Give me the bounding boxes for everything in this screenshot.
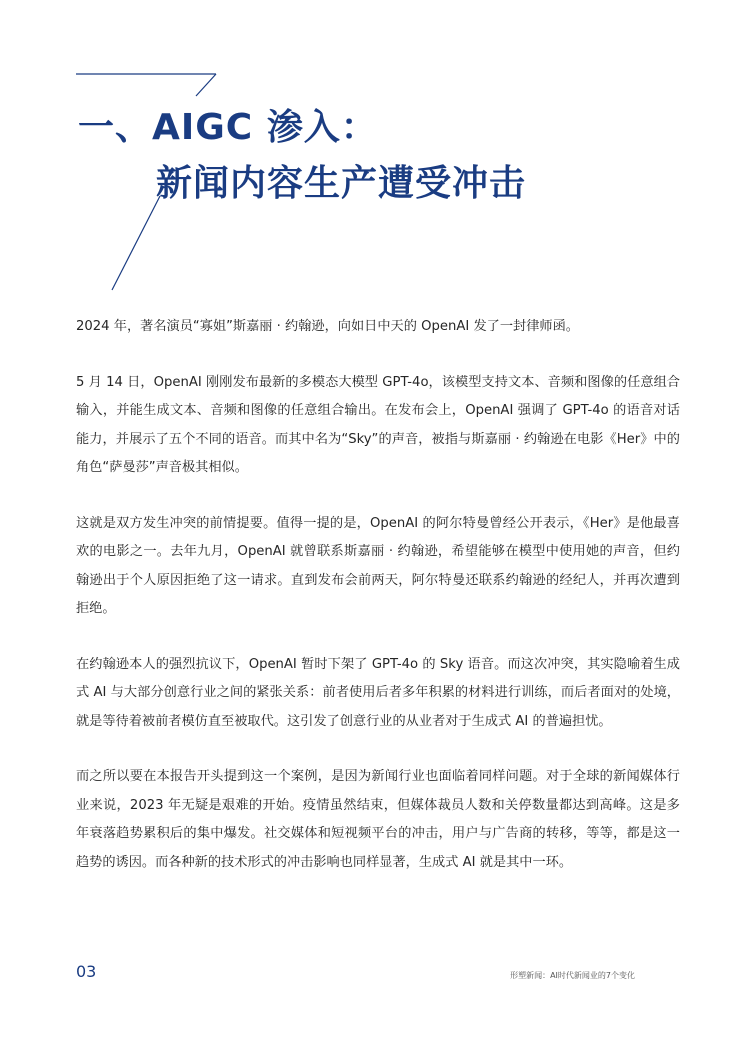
paragraph: 而之所以要在本报告开头提到这一个案例，是因为新闻行业也面临着同样问题。对于全球的新闻媒体行业来说，2023 年无疑是艰难的开始。疫情虽然结束，但媒体裁员人数和关停数量都达到高峰。这是多年衰落趋势累积后的集中爆发。社交媒体和短视频平台的冲击，用户与广告商的转移，等等，都是这一趋势的诱因。而各种新的技术形式的冲击影响也同样显著，生成式 AI 就是其中一环。 [76, 769, 680, 870]
article-body [76, 313, 680, 904]
footer-caption: 形塑新闻：AI时代新闻业的7个变化 [510, 971, 635, 980]
page-number: 03 [76, 962, 97, 981]
paragraph: 在约翰逊本人的强烈抗议下，OpenAI 暂时下架了 GPT-4o 的 Sky 语音。而这次冲突，其实隐喻着生成式 AI 与大部分创意行业之间的紧张关系：前者使用后者多年积累的材料进行训练，而后者面对的处境，就是等待着被前者模仿直至被取代。这引发了创意行业的从业者对于生成式 AI 的普遍担忧。 [76, 656, 680, 729]
section-title [78, 100, 526, 212]
section-title-line1: 一、AIGC 渗入： [78, 107, 378, 148]
paragraph: 这就是双方发生冲突的前情提要。值得一提的是，OpenAI 的阿尔特曼曾经公开表示，《Her》是他最喜欢的电影之一。去年九月，OpenAI 就曾联系斯嘉丽 · 约翰逊，希望能够在模型中使用她的声音，但约翰逊出于个人原因拒绝了这一请求。直到发布会前两天，阿尔特曼还联系约翰逊的经纪人，并再次遭到拒绝。 [76, 515, 680, 616]
paragraph: 2024 年，著名演员“寡姐”斯嘉丽 · 约翰逊，向如日中天的 OpenAI 发了一封律师函。 [76, 319, 579, 334]
paragraph: 5 月 14 日，OpenAI 刚刚发布最新的多模态大模型 GPT-4o，该模型支持文本、音频和图像的任意组合输入，并能生成文本、音频和图像的任意组合输出。在发布会上，OpenAI 强调了 GPT-4o 的语音对话能力，并展示了五个不同的语音。而其中名为“Sky”的声音，被指与斯嘉丽 · 约翰逊在电影《Her》中的角色“萨曼莎”声音极其相似。 [76, 374, 680, 475]
section-title-line2: 新闻内容生产遭受冲击 [156, 163, 527, 204]
